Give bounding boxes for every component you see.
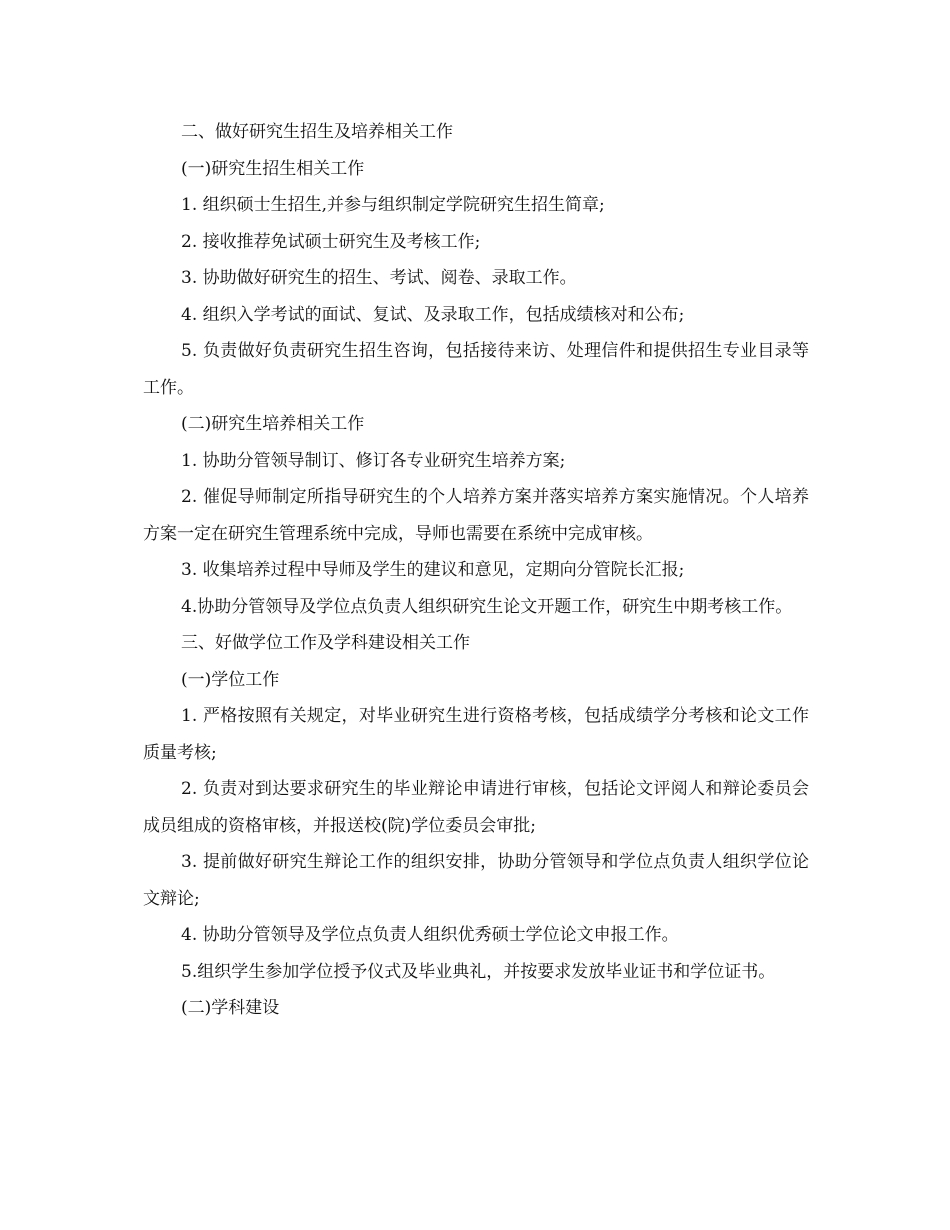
list-item: 4. 协助分管领导及学位点负责人组织优秀硕士学位论文申报工作。: [181, 925, 679, 945]
list-item: 2. 负责对到达要求研究生的毕业辩论申请进行审核，包括论文评阅人和辩论委员会成员组成的资格审核，并报送校(院)学位委员会审批;: [143, 779, 809, 836]
list-item: 5.组织学生参加学位授予仪式及毕业典礼，并按要求发放毕业证书和学位证书。: [181, 961, 776, 982]
subsection-heading-degree: (一)学位工作: [181, 669, 280, 690]
section-heading-3: 三、好做学位工作及学科建设相关工作: [181, 633, 470, 653]
subsection-heading-discipline: (二)学科建设: [181, 998, 280, 1018]
list-item: 3. 协助做好研究生的招生、考试、阅卷、录取工作。: [181, 268, 577, 288]
section-heading-2: 二、做好研究生招生及培养相关工作: [181, 122, 453, 142]
list-item: 4. 组织入学考试的面试、复试、及录取工作，包括成绩核对和公布;: [181, 304, 685, 325]
list-item: 1. 协助分管领导制订、修订各专业研究生培养方案;: [181, 450, 566, 471]
subsection-heading-training: (二)研究生培养相关工作: [181, 414, 365, 434]
list-item: 2. 催促导师制定所指导研究生的个人培养方案并落实培养方案实施情况。个人培养方案一定在研究生管理系统中完成，导师也需要在系统中完成审核。: [143, 487, 809, 544]
list-item: 3. 提前做好研究生辩论工作的组织安排，协助分管领导和学位点负责人组织学位论文辩论;: [143, 852, 809, 909]
list-item: 4.协助分管领导及学位点负责人组织研究生论文开题工作，研究生中期考核工作。: [181, 596, 793, 617]
list-item: 3. 收集培养过程中导师及学生的建议和意见，定期向分管院长汇报;: [181, 560, 685, 580]
list-item: 2. 接收推荐免试硕士研究生及考核工作;: [181, 231, 481, 252]
list-item: 5. 负责做好负责研究生招生咨询，包括接待来访、处理信件和提供招生专业目录等工作。: [143, 341, 809, 398]
subsection-heading-admissions: (一)研究生招生相关工作: [181, 158, 365, 179]
document-body: [143, 114, 809, 1027]
list-item: 1. 组织硕士生招生,并参与组织制定学院研究生招生简章;: [181, 195, 605, 215]
list-item: 1. 严格按照有关规定，对毕业研究生进行资格考核，包括成绩学分考核和论文工作质量考核;: [143, 706, 809, 763]
